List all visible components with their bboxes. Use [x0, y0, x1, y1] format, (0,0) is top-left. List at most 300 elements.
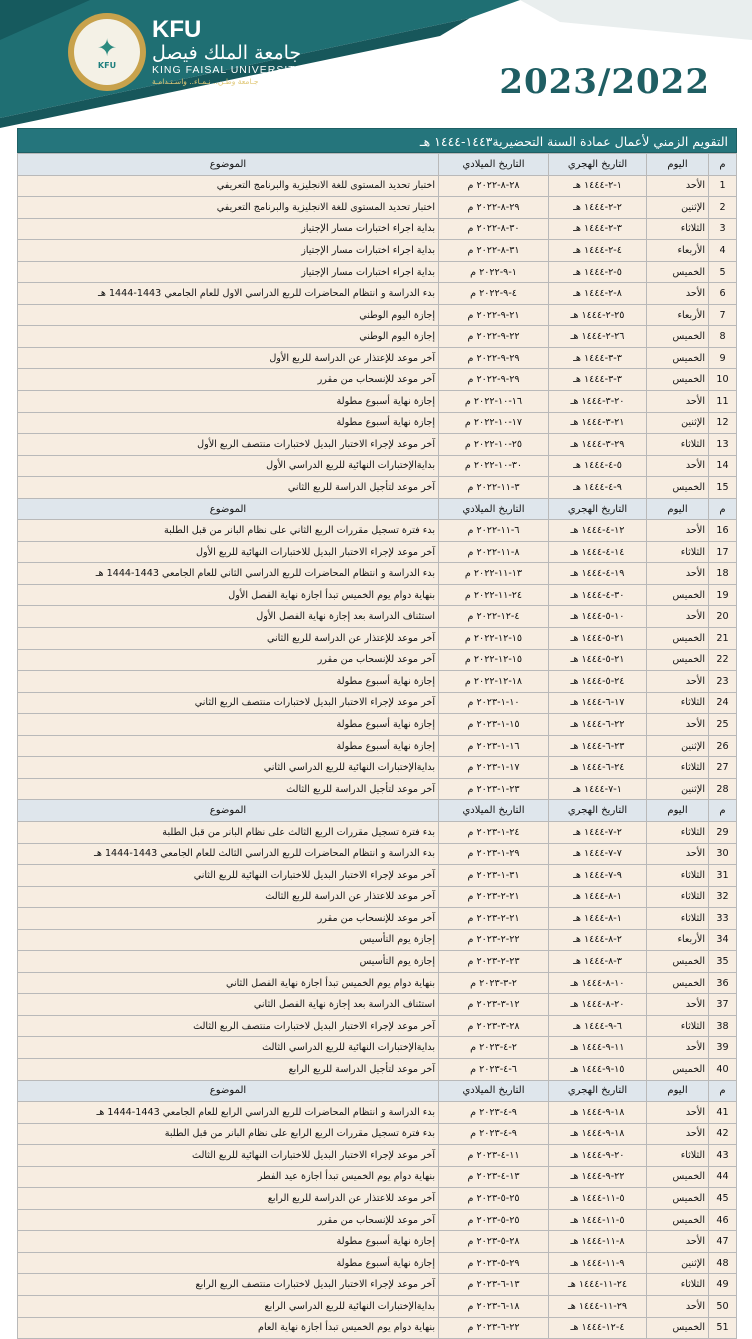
cell-hijri: ١-٢-١٤٤٤ هـ	[549, 175, 647, 197]
cell-hijri: ٢٩-١١-١٤٤٤ هـ	[549, 1295, 647, 1317]
cell-num: 49	[709, 1274, 737, 1296]
cell-day: الإثنين	[647, 197, 709, 219]
cell-num: 3	[709, 218, 737, 240]
cell-topic: إجازة نهاية أسبوع مطولة	[18, 714, 439, 736]
column-header-topic: الموضوع	[18, 1080, 439, 1102]
cell-day: الأحد	[647, 520, 709, 542]
cell-topic: إجازة نهاية أسبوع مطولة	[18, 412, 439, 434]
cell-day: الأحد	[647, 843, 709, 865]
cell-day: الأربعاء	[647, 929, 709, 951]
cell-hijri: ٢٠-٩-١٤٤٤ هـ	[549, 1145, 647, 1167]
cell-day: الثلاثاء	[647, 821, 709, 843]
cell-day: الثلاثاء	[647, 1274, 709, 1296]
table-row	[18, 951, 737, 973]
table-row	[18, 843, 737, 865]
cell-hijri: ٣-٨-١٤٤٤ هـ	[549, 951, 647, 973]
table-row	[18, 1058, 737, 1080]
cell-num: 38	[709, 1015, 737, 1037]
column-header-greg: التاريخ الميلادي	[439, 498, 549, 520]
cell-hijri: ١٤-٤-١٤٤٤ هـ	[549, 541, 647, 563]
cell-day: الأحد	[647, 606, 709, 628]
cell-day: الخميس	[647, 477, 709, 499]
cell-greg: ٢٥-٥-٢٠٢٣ م	[439, 1209, 549, 1231]
cell-day: الخميس	[647, 1209, 709, 1231]
cell-topic: آخر موعد لإجراء الاختبار البديل لاختبارات منتصف الربع الأول	[18, 434, 439, 456]
table-header-row	[18, 1080, 737, 1102]
cell-greg: ١٦-١-٢٠٢٣ م	[439, 735, 549, 757]
column-header-day: اليوم	[647, 498, 709, 520]
cell-topic: بدء الدراسة و انتظام المحاضرات للربع الدراسي الاول للعام الجامعي 1443-1444 هـ	[18, 283, 439, 305]
cell-greg: ٢٣-١-٢٠٢٣ م	[439, 778, 549, 800]
cell-topic: آخر موعد لإجراء الاختبار البديل لاختبارات منتصف الربع الثاني	[18, 692, 439, 714]
cell-topic: إجازة نهاية أسبوع مطولة	[18, 1231, 439, 1253]
table-row	[18, 714, 737, 736]
cell-topic: بنهاية دوام يوم الخميس تبدأ اجازة نهاية الفصل الثاني	[18, 972, 439, 994]
cell-num: 14	[709, 455, 737, 477]
table-row	[18, 886, 737, 908]
calendar-table-container	[17, 128, 737, 1339]
cell-topic: آخر موعد لتأجيل الدراسة للربع الثالث	[18, 778, 439, 800]
cell-day: الأحد	[647, 563, 709, 585]
table-row	[18, 994, 737, 1016]
cell-num: 32	[709, 886, 737, 908]
cell-topic: بداية اجراء اختبارات مسار الإجتياز	[18, 261, 439, 283]
cell-num: 9	[709, 347, 737, 369]
cell-greg: ٢١-٢-٢٠٢٣ م	[439, 908, 549, 930]
cell-day: الإثنين	[647, 735, 709, 757]
cell-hijri: ٢٤-٥-١٤٤٤ هـ	[549, 671, 647, 693]
cell-greg: ١٣-٦-٢٠٢٣ م	[439, 1274, 549, 1296]
cell-num: 42	[709, 1123, 737, 1145]
table-row	[18, 778, 737, 800]
table-row	[18, 908, 737, 930]
table-row	[18, 649, 737, 671]
table-header-row	[18, 154, 737, 176]
cell-num: 1	[709, 175, 737, 197]
table-row	[18, 326, 737, 348]
cell-greg: ٢-٤-٢٠٢٣ م	[439, 1037, 549, 1059]
cell-greg: ٣٠-٨-٢٠٢٢ م	[439, 218, 549, 240]
cell-num: 11	[709, 391, 737, 413]
cell-topic: آخر موعد للإعتذار عن الدراسة للربع الثاني	[18, 628, 439, 650]
cell-greg: ٢٥-١٠-٢٠٢٢ م	[439, 434, 549, 456]
column-header-topic: الموضوع	[18, 800, 439, 822]
cell-hijri: ٢-٢-١٤٤٤ هـ	[549, 197, 647, 219]
cell-topic: بنهاية دوام يوم الخميس تبدأ اجازة عيد الفطر	[18, 1166, 439, 1188]
cell-greg: ٩-٤-٢٠٢٣ م	[439, 1102, 549, 1124]
cell-greg: ٢٢-٩-٢٠٢٢ م	[439, 326, 549, 348]
cell-hijri: ٢١-٣-١٤٤٤ هـ	[549, 412, 647, 434]
cell-hijri: ١١-٩-١٤٤٤ هـ	[549, 1037, 647, 1059]
cell-greg: ١٧-١-٢٠٢٣ م	[439, 757, 549, 779]
table-row	[18, 865, 737, 887]
cell-greg: ٩-٤-٢٠٢٣ م	[439, 1123, 549, 1145]
cell-day: الخميس	[647, 951, 709, 973]
cell-day: الأحد	[647, 1123, 709, 1145]
cell-hijri: ٨-٢-١٤٤٤ هـ	[549, 283, 647, 305]
cell-num: 45	[709, 1188, 737, 1210]
cell-num: 47	[709, 1231, 737, 1253]
cell-hijri: ٦-٩-١٤٤٤ هـ	[549, 1015, 647, 1037]
table-row	[18, 283, 737, 305]
cell-topic: آخر موعد للإنسحاب من مقرر	[18, 908, 439, 930]
cell-hijri: ٢٣-٦-١٤٤٤ هـ	[549, 735, 647, 757]
cell-greg: ٣٠-١٠-٢٠٢٢ م	[439, 455, 549, 477]
cell-greg: ٢٩-٥-٢٠٢٣ م	[439, 1252, 549, 1274]
cell-hijri: ٧-٧-١٤٤٤ هـ	[549, 843, 647, 865]
column-header-day: اليوم	[647, 154, 709, 176]
cell-num: 18	[709, 563, 737, 585]
table-row	[18, 240, 737, 262]
cell-day: الثلاثاء	[647, 218, 709, 240]
cell-day: الخميس	[647, 1058, 709, 1080]
table-row	[18, 1166, 737, 1188]
cell-day: الأربعاء	[647, 240, 709, 262]
table-row	[18, 1037, 737, 1059]
cell-topic: بدء الدراسة و انتظام المحاضرات للربع الدراسي الثاني للعام الجامعي 1443-1444 هـ	[18, 563, 439, 585]
cell-greg: ١٣-٤-٢٠٢٣ م	[439, 1166, 549, 1188]
cell-topic: إجازة اليوم الوطني	[18, 304, 439, 326]
cell-greg: ٢٢-٦-٢٠٢٣ م	[439, 1317, 549, 1339]
cell-hijri: ١٨-٩-١٤٤٤ هـ	[549, 1123, 647, 1145]
table-row	[18, 821, 737, 843]
cell-hijri: ٣-٣-١٤٤٤ هـ	[549, 369, 647, 391]
table-row	[18, 1317, 737, 1339]
cell-day: الأحد	[647, 1037, 709, 1059]
table-row	[18, 218, 737, 240]
cell-num: 21	[709, 628, 737, 650]
table-header-row	[18, 498, 737, 520]
cell-greg: ٢٩-٨-٢٠٢٢ م	[439, 197, 549, 219]
column-header-greg: التاريخ الميلادي	[439, 154, 549, 176]
cell-day: الثلاثاء	[647, 434, 709, 456]
table-row	[18, 1102, 737, 1124]
cell-topic: إجازة يوم التأسيس	[18, 951, 439, 973]
cell-day: الثلاثاء	[647, 541, 709, 563]
cell-greg: ٢٨-٣-٢٠٢٣ م	[439, 1015, 549, 1037]
cell-topic: آخر موعد لتأجيل الدراسة للربع الثاني	[18, 477, 439, 499]
cell-num: 25	[709, 714, 737, 736]
cell-day: الأحد	[647, 391, 709, 413]
cell-num: 46	[709, 1209, 737, 1231]
cell-topic: استئناف الدراسة بعد إجازة نهاية الفصل الثاني	[18, 994, 439, 1016]
cell-hijri: ٢-٨-١٤٤٤ هـ	[549, 929, 647, 951]
cell-num: 26	[709, 735, 737, 757]
table-row	[18, 1015, 737, 1037]
cell-greg: ٢٨-٨-٢٠٢٢ م	[439, 175, 549, 197]
cell-num: 10	[709, 369, 737, 391]
cell-day: الأحد	[647, 1231, 709, 1253]
cell-topic: بدء فترة تسجيل مقررات الربع الثاني على نظام البانر من قبل الطلبة	[18, 520, 439, 542]
column-header-topic: الموضوع	[18, 154, 439, 176]
cell-greg: ٢-٣-٢٠٢٣ م	[439, 972, 549, 994]
cell-topic: بدايةالإختبارات النهائية للربع الدراسي الأول	[18, 455, 439, 477]
cell-num: 39	[709, 1037, 737, 1059]
column-header-num: م	[709, 154, 737, 176]
column-header-hijri: التاريخ الهجري	[549, 498, 647, 520]
cell-greg: ١٥-١٢-٢٠٢٢ م	[439, 628, 549, 650]
cell-num: 35	[709, 951, 737, 973]
cell-greg: ٨-١١-٢٠٢٢ م	[439, 541, 549, 563]
cell-topic: آخر موعد لإجراء الاختبار البديل للاختبارات النهائية للربع الثاني	[18, 865, 439, 887]
cell-hijri: ٤-١٢-١٤٤٤ هـ	[549, 1317, 647, 1339]
cell-num: 8	[709, 326, 737, 348]
cell-topic: استئناف الدراسة بعد إجازة نهاية الفصل الأول	[18, 606, 439, 628]
cell-topic: آخر موعد لإجراء الاختبار البديل للاختبارات النهائية للربع الثالث	[18, 1145, 439, 1167]
cell-greg: ٢٩-٩-٢٠٢٢ م	[439, 369, 549, 391]
cell-num: 48	[709, 1252, 737, 1274]
cell-greg: ١٦-١٠-٢٠٢٢ م	[439, 391, 549, 413]
cell-greg: ٢٤-١١-٢٠٢٢ م	[439, 584, 549, 606]
cell-topic: إجازة اليوم الوطني	[18, 326, 439, 348]
cell-hijri: ٢٢-٦-١٤٤٤ هـ	[549, 714, 647, 736]
academic-year: 2023/2022	[499, 62, 710, 102]
cell-num: 12	[709, 412, 737, 434]
table-row	[18, 197, 737, 219]
cell-hijri: ٢١-٥-١٤٤٤ هـ	[549, 649, 647, 671]
cell-num: 24	[709, 692, 737, 714]
cell-day: الأحد	[647, 714, 709, 736]
cell-greg: ١٧-١٠-٢٠٢٢ م	[439, 412, 549, 434]
cell-day: الثلاثاء	[647, 757, 709, 779]
cell-topic: آخر موعد للإعتذار عن الدراسة للربع الأول	[18, 347, 439, 369]
table-row	[18, 541, 737, 563]
table-header-row	[18, 800, 737, 822]
cell-topic: إجازة نهاية أسبوع مطولة	[18, 735, 439, 757]
cell-day: الإثنين	[647, 412, 709, 434]
cell-greg: ٢٤-١-٢٠٢٣ م	[439, 821, 549, 843]
cell-day: الخميس	[647, 628, 709, 650]
cell-topic: آخر موعد لإجراء الاختبار البديل لاختبارات منتصف الربع الرابع	[18, 1274, 439, 1296]
cell-topic: آخر موعد للإنسحاب من مقرر	[18, 649, 439, 671]
cell-topic: اختبار تحديد المستوى للغة الانجليزية والبرنامج التعريفي	[18, 175, 439, 197]
brand-english-name: KING FAISAL UNIVERSITY	[152, 64, 304, 76]
cell-hijri: ٥-١١-١٤٤٤ هـ	[549, 1209, 647, 1231]
column-header-hijri: التاريخ الهجري	[549, 1080, 647, 1102]
cell-day: الأحد	[647, 283, 709, 305]
cell-num: 2	[709, 197, 737, 219]
cell-greg: ٣-١١-٢٠٢٢ م	[439, 477, 549, 499]
table-row	[18, 1123, 737, 1145]
cell-hijri: ١٥-٩-١٤٤٤ هـ	[549, 1058, 647, 1080]
table-row	[18, 369, 737, 391]
cell-greg: ١٠-١-٢٠٢٣ م	[439, 692, 549, 714]
table-row	[18, 261, 737, 283]
cell-num: 4	[709, 240, 737, 262]
cell-topic: بدء فترة تسجيل مقررات الربع الرابع على نظام البانر من قبل الطلبة	[18, 1123, 439, 1145]
cell-day: الخميس	[647, 261, 709, 283]
cell-hijri: ١-٨-١٤٤٤ هـ	[549, 886, 647, 908]
table-row	[18, 606, 737, 628]
cell-day: الخميس	[647, 347, 709, 369]
table-row	[18, 455, 737, 477]
cell-day: الخميس	[647, 1166, 709, 1188]
cell-greg: ١-٩-٢٠٢٢ م	[439, 261, 549, 283]
cell-topic: آخر موعد لإجراء الاختبار البديل لاختبارات منتصف الربع الثالث	[18, 1015, 439, 1037]
cell-topic: بداية اجراء اختبارات مسار الإجتياز	[18, 218, 439, 240]
cell-num: 40	[709, 1058, 737, 1080]
table-row	[18, 347, 737, 369]
cell-greg: ٢١-٢-٢٠٢٣ م	[439, 886, 549, 908]
cell-hijri: ١٧-٦-١٤٤٤ هـ	[549, 692, 647, 714]
table-row	[18, 584, 737, 606]
cell-num: 22	[709, 649, 737, 671]
cell-topic: إجازة نهاية أسبوع مطولة	[18, 1252, 439, 1274]
cell-num: 19	[709, 584, 737, 606]
column-header-hijri: التاريخ الهجري	[549, 154, 647, 176]
cell-day: الخميس	[647, 972, 709, 994]
cell-greg: ٤-١٢-٢٠٢٢ م	[439, 606, 549, 628]
cell-num: 17	[709, 541, 737, 563]
table-row	[18, 391, 737, 413]
cell-num: 27	[709, 757, 737, 779]
cell-topic: آخر موعد للاعتذار عن الدراسة للربع الثالث	[18, 886, 439, 908]
table-row	[18, 1274, 737, 1296]
cell-greg: ١٨-١٢-٢٠٢٢ م	[439, 671, 549, 693]
cell-hijri: ٩-١١-١٤٤٤ هـ	[549, 1252, 647, 1274]
column-header-num: م	[709, 800, 737, 822]
cell-num: 20	[709, 606, 737, 628]
cell-hijri: ١-٧-١٤٤٤ هـ	[549, 778, 647, 800]
cell-topic: بدء الدراسة و انتظام المحاضرات للربع الدراسي الثالث للعام الجامعي 1443-1444 هـ	[18, 843, 439, 865]
cell-hijri: ١٠-٨-١٤٤٤ هـ	[549, 972, 647, 994]
cell-greg: ١١-٤-٢٠٢٣ م	[439, 1145, 549, 1167]
cell-num: 13	[709, 434, 737, 456]
cell-num: 41	[709, 1102, 737, 1124]
cell-topic: بدايةالإختبارات النهائية للربع الدراسي الرابع	[18, 1295, 439, 1317]
table-row	[18, 735, 737, 757]
column-header-greg: التاريخ الميلادي	[439, 800, 549, 822]
cell-greg: ٢٩-١-٢٠٢٣ م	[439, 843, 549, 865]
cell-day: الثلاثاء	[647, 692, 709, 714]
cell-day: الأحد	[647, 1295, 709, 1317]
cell-num: 50	[709, 1295, 737, 1317]
cell-greg: ١٨-٦-٢٠٢٣ م	[439, 1295, 549, 1317]
cell-topic: آخر موعد للإنسحاب من مقرر	[18, 1209, 439, 1231]
cell-day: الأحد	[647, 1102, 709, 1124]
table-row	[18, 929, 737, 951]
cell-day: الثلاثاء	[647, 1015, 709, 1037]
cell-num: 15	[709, 477, 737, 499]
cell-greg: ١٣-١١-٢٠٢٢ م	[439, 563, 549, 585]
table-row	[18, 520, 737, 542]
table-row	[18, 412, 737, 434]
cell-topic: بنهاية دوام يوم الخميس تبدأ اجازة نهاية الفصل الأول	[18, 584, 439, 606]
calendar-table	[17, 153, 737, 1339]
cell-day: الخميس	[647, 584, 709, 606]
cell-num: 34	[709, 929, 737, 951]
cell-hijri: ٤-٢-١٤٤٤ هـ	[549, 240, 647, 262]
cell-num: 43	[709, 1145, 737, 1167]
table-row	[18, 692, 737, 714]
column-header-greg: التاريخ الميلادي	[439, 1080, 549, 1102]
cell-day: الأحد	[647, 175, 709, 197]
cell-hijri: ٢١-٥-١٤٤٤ هـ	[549, 628, 647, 650]
cell-hijri: ٣-٢-١٤٤٤ هـ	[549, 218, 647, 240]
cell-topic: بداية اجراء اختبارات مسار الإجتياز	[18, 240, 439, 262]
cell-num: 33	[709, 908, 737, 930]
column-header-day: اليوم	[647, 1080, 709, 1102]
cell-greg: ٢١-٩-٢٠٢٢ م	[439, 304, 549, 326]
cell-day: الثلاثاء	[647, 886, 709, 908]
cell-day: الخميس	[647, 326, 709, 348]
cell-topic: بنهاية دوام يوم الخميس تبدأ اجازة نهاية العام	[18, 1317, 439, 1339]
table-row	[18, 972, 737, 994]
cell-day: الأحد	[647, 671, 709, 693]
table-row	[18, 1188, 737, 1210]
cell-greg: ٢٩-٩-٢٠٢٢ م	[439, 347, 549, 369]
cell-day: الإثنين	[647, 778, 709, 800]
cell-topic: آخر موعد للاعتذار عن الدراسة للربع الرابع	[18, 1188, 439, 1210]
cell-hijri: ٢٥-٢-١٤٤٤ هـ	[549, 304, 647, 326]
cell-day: الأربعاء	[647, 304, 709, 326]
cell-num: 28	[709, 778, 737, 800]
cell-hijri: ٢٠-٣-١٤٤٤ هـ	[549, 391, 647, 413]
cell-greg: ١٥-١٢-٢٠٢٢ م	[439, 649, 549, 671]
cell-topic: إجازة يوم التأسيس	[18, 929, 439, 951]
table-row	[18, 175, 737, 197]
cell-topic: إجازة نهاية أسبوع مطولة	[18, 391, 439, 413]
cell-day: الثلاثاء	[647, 1145, 709, 1167]
cell-greg: ١٥-١-٢٠٢٣ م	[439, 714, 549, 736]
brand-arabic-name: جامعة الملك فيصل	[152, 42, 302, 64]
cell-topic: اختبار تحديد المستوى للغة الانجليزية والبرنامج التعريفي	[18, 197, 439, 219]
cell-hijri: ١٢-٤-١٤٤٤ هـ	[549, 520, 647, 542]
cell-num: 51	[709, 1317, 737, 1339]
cell-hijri: ٣٠-٤-١٤٤٤ هـ	[549, 584, 647, 606]
cell-hijri: ٢-٧-١٤٤٤ هـ	[549, 821, 647, 843]
cell-day: الإثنين	[647, 1252, 709, 1274]
cell-hijri: ٢٠-٨-١٤٤٤ هـ	[549, 994, 647, 1016]
cell-greg: ٦-١١-٢٠٢٢ م	[439, 520, 549, 542]
cell-num: 30	[709, 843, 737, 865]
cell-num: 36	[709, 972, 737, 994]
cell-day: الخميس	[647, 649, 709, 671]
page-header	[0, 0, 752, 128]
brand-slogan: جـامعة وطـن.. نـمـاء.. واسـتـدامـة	[152, 77, 259, 86]
column-header-topic: الموضوع	[18, 498, 439, 520]
table-row	[18, 1252, 737, 1274]
cell-topic: بدء الدراسة و انتظام المحاضرات للربع الدراسي الرابع للعام الجامعي 1443-1444 هـ	[18, 1102, 439, 1124]
cell-hijri: ٢٢-٩-١٤٤٤ هـ	[549, 1166, 647, 1188]
cell-num: 6	[709, 283, 737, 305]
column-header-hijri: التاريخ الهجري	[549, 800, 647, 822]
cell-hijri: ٣-٣-١٤٤٤ هـ	[549, 347, 647, 369]
cell-greg: ٢٨-٥-٢٠٢٣ م	[439, 1231, 549, 1253]
cell-day: الأحد	[647, 994, 709, 1016]
cell-hijri: ١-٨-١٤٤٤ هـ	[549, 908, 647, 930]
cell-topic: آخر موعد للإنسحاب من مقرر	[18, 369, 439, 391]
cell-greg: ٣١-١-٢٠٢٣ م	[439, 865, 549, 887]
table-row	[18, 1231, 737, 1253]
cell-num: 37	[709, 994, 737, 1016]
cell-topic: بدء فترة تسجيل مقررات الربع الثالث على نظام البانر من قبل الطلبة	[18, 821, 439, 843]
university-logo	[68, 13, 146, 91]
cell-day: الثلاثاء	[647, 865, 709, 887]
table-row	[18, 1145, 737, 1167]
brand-block	[152, 18, 304, 87]
cell-day: الأحد	[647, 455, 709, 477]
cell-day: الخميس	[647, 369, 709, 391]
cell-greg: ١٢-٣-٢٠٢٣ م	[439, 994, 549, 1016]
cell-hijri: ٢٤-١١-١٤٤٤ هـ	[549, 1274, 647, 1296]
cell-hijri: ٩-٧-١٤٤٤ هـ	[549, 865, 647, 887]
cell-topic: آخر موعد لإجراء الاختبار البديل للاختبارات النهائية للربع الأول	[18, 541, 439, 563]
cell-num: 23	[709, 671, 737, 693]
cell-greg: ٢٢-٢-٢٠٢٣ م	[439, 929, 549, 951]
cell-hijri: ٨-١١-١٤٤٤ هـ	[549, 1231, 647, 1253]
column-header-num: م	[709, 498, 737, 520]
